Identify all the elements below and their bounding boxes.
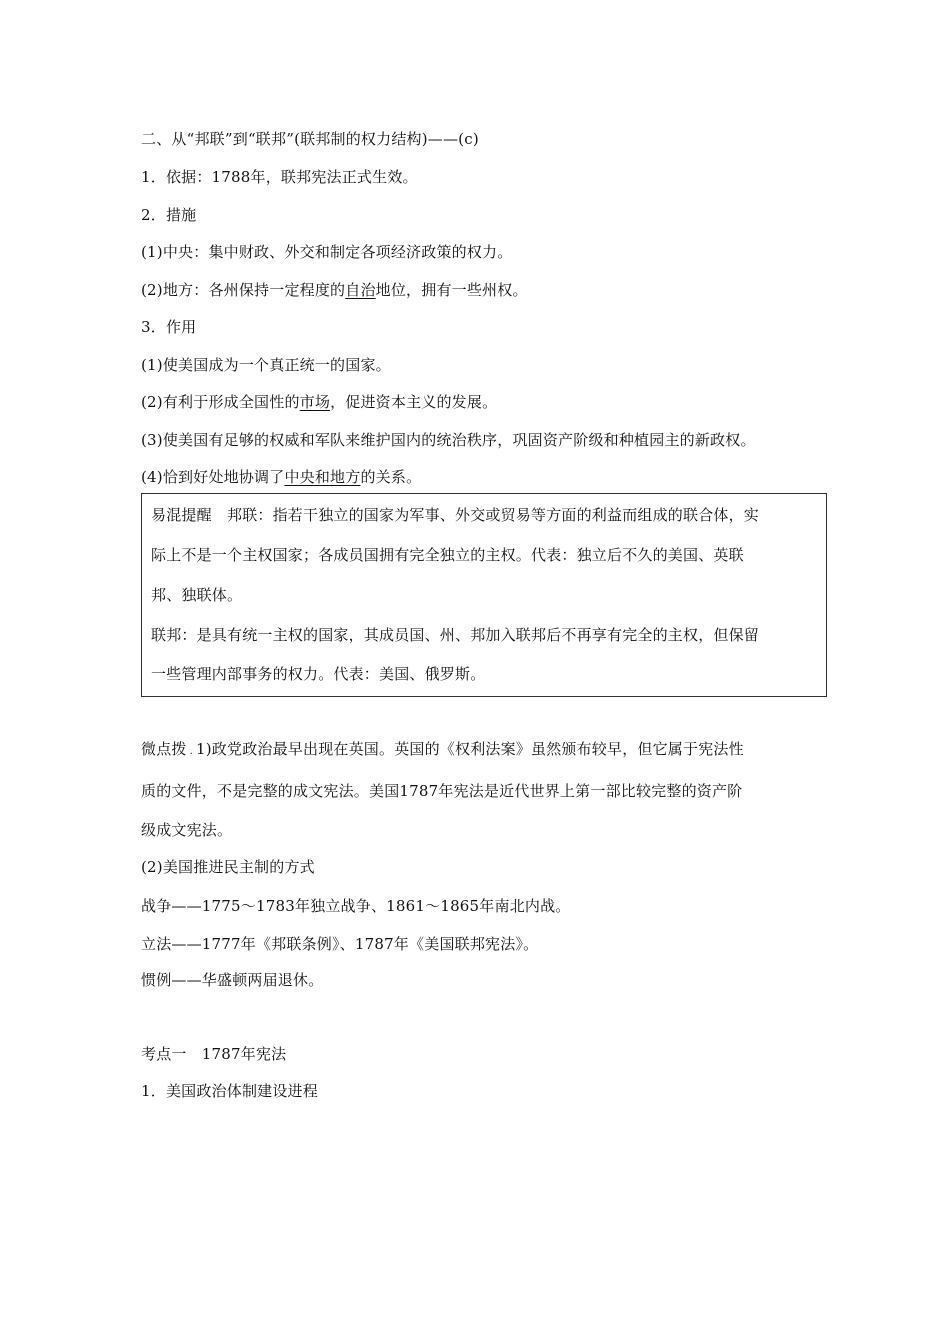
measure-central: (1)中央：集中财政、外交和制定各项经济政策的权力。 xyxy=(141,243,513,261)
note-line-4: 联邦：是具有统一主权的国家，其成员国、州、邦加入联邦后不再享有完全的主权，但保留 xyxy=(151,626,760,644)
tip-line-2: 质的文件，不是完整的成文宪法。美国1787年宪法是近代世界上第一部比较完整的资产阶 xyxy=(141,782,743,800)
tip-line-1 xyxy=(141,739,744,762)
tip-line-7: 惯例——华盛顿两届退休。 xyxy=(141,971,324,989)
measure-local-underlined: 自治 xyxy=(345,281,376,299)
effect-2 xyxy=(141,392,497,412)
tip-text-1: 1)政党政治最早出现在英国。英国的《权利法案》虽然颁布较早，但它属于宪法性 xyxy=(196,740,744,758)
tip-line-5: 战争——1775～1783年独立战争、1861～1865年南北内战。 xyxy=(141,897,571,915)
tip-line-3: 级成文宪法。 xyxy=(141,821,233,839)
basis-text: 1．依据：1788年，联邦宪法正式生效。 xyxy=(141,168,418,186)
confusion-reminder-box xyxy=(141,493,827,697)
effect-4-underlined: 中央和地方 xyxy=(284,468,361,486)
tip-line-6: 立法——1777年《邦联条例》、1787年《美国联邦宪法》。 xyxy=(141,935,539,953)
note-line-5: 一些管理内部事务的权力。代表：美国、俄罗斯。 xyxy=(151,665,486,683)
kaodian-item-1: 1．美国政治体制建设进程 xyxy=(141,1082,318,1100)
note-line-1: 易混提醒 邦联：指若干独立的国家为军事、外交或贸易等方面的利益而组成的联合体，实 xyxy=(151,506,760,524)
measure-local-pre: (2)地方：各州保持一定程度的 xyxy=(141,281,346,299)
measure-local-post: 地位，拥有一些州权。 xyxy=(375,281,528,299)
effect-2-post: ，促进资本主义的发展。 xyxy=(330,393,498,411)
tip-dot: . xyxy=(189,746,193,757)
tip-line-4: (2)美国推进民主制的方式 xyxy=(141,858,315,876)
effect-3: (3)使美国有足够的权威和军队来维护国内的统治秩序，巩固资产阶级和种植园主的新政权。 xyxy=(141,431,756,449)
section-title: 二、从“邦联”到“联邦”(联邦制的权力结构)——(c) xyxy=(141,130,479,148)
effect-4-post: 的关系。 xyxy=(360,468,422,486)
effect-1: (1)使美国成为一个真正统一的国家。 xyxy=(141,356,391,374)
measure-local xyxy=(141,280,528,300)
measures-heading: 2．措施 xyxy=(141,206,197,224)
note-line-2: 际上不是一个主权国家；各成员国拥有完全独立的主权。代表：独立后不久的美国、英联 xyxy=(151,546,744,564)
effect-2-underlined: 市场 xyxy=(299,393,331,411)
tip-label: 微点拨 xyxy=(141,740,187,758)
kaodian-title: 考点一 1787年宪法 xyxy=(141,1045,287,1063)
effect-4-pre: (4)恰到好处地协调了 xyxy=(141,468,285,486)
effect-4 xyxy=(141,467,421,487)
effects-heading: 3．作用 xyxy=(141,318,197,336)
effect-2-pre: (2)有利于形成全国性的 xyxy=(141,393,300,411)
note-line-3: 邦、独联体。 xyxy=(151,586,243,604)
